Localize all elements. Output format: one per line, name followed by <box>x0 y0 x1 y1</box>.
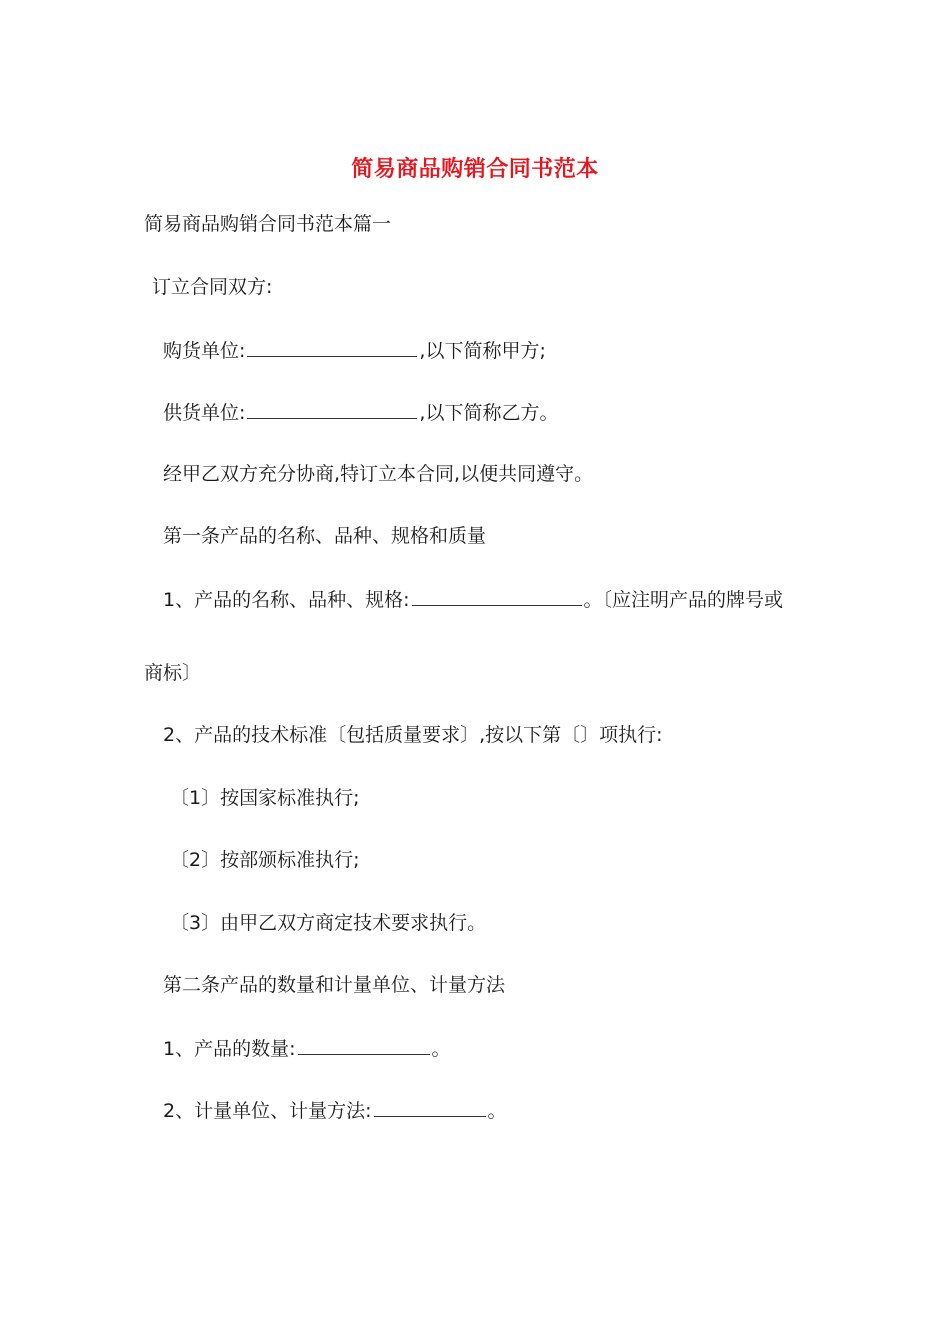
article1-option1: 〔1〕按国家标准执行; <box>170 787 360 809</box>
article2-item2 <box>163 1098 507 1123</box>
article1-item2: 2、产品的技术标准〔包括质量要求〕,按以下第〔〕项执行: <box>163 724 663 746</box>
article1-item1 <box>163 587 783 612</box>
article1-option2: 〔2〕按部颁标准执行; <box>170 849 360 871</box>
article2-item1-blank <box>298 1036 430 1055</box>
article1-item1-label: 1、产品的名称、品种、规格: <box>163 589 410 611</box>
seller-label: 供货单位: <box>163 402 246 424</box>
seller-blank <box>247 400 417 419</box>
buyer-suffix: ,以下简称甲方; <box>419 340 546 362</box>
article1-item1-suffix: 。〔应注明产品的牌号或 <box>583 589 784 611</box>
buyer-line <box>163 338 546 363</box>
article2-item2-blank <box>374 1098 486 1117</box>
article2-item2-suffix: 。 <box>487 1100 507 1122</box>
seller-line <box>163 400 558 425</box>
article1-item1-cont: 商标〕 <box>144 662 202 684</box>
buyer-blank <box>247 338 417 357</box>
agreement-text: 经甲乙双方充分协商,特订立本合同,以便共同遵守。 <box>163 463 594 485</box>
article2-item1 <box>163 1036 451 1061</box>
article1-item1-blank <box>412 587 582 606</box>
article2-heading: 第二条产品的数量和计量单位、计量方法 <box>163 974 506 996</box>
buyer-label: 购货单位: <box>163 340 246 362</box>
article1-option3: 〔3〕由甲乙双方商定技术要求执行。 <box>170 912 487 934</box>
seller-suffix: ,以下简称乙方。 <box>419 402 559 424</box>
document-subtitle: 简易商品购销合同书范本篇一 <box>144 213 392 235</box>
article1-heading: 第一条产品的名称、品种、规格和质量 <box>163 525 487 547</box>
article2-item1-label: 1、产品的数量: <box>163 1038 296 1060</box>
parties-heading: 订立合同双方: <box>152 276 273 298</box>
article2-item2-label: 2、计量单位、计量方法: <box>163 1100 372 1122</box>
document-title: 简易商品购销合同书范本 <box>351 156 599 182</box>
article2-item1-suffix: 。 <box>431 1038 451 1060</box>
